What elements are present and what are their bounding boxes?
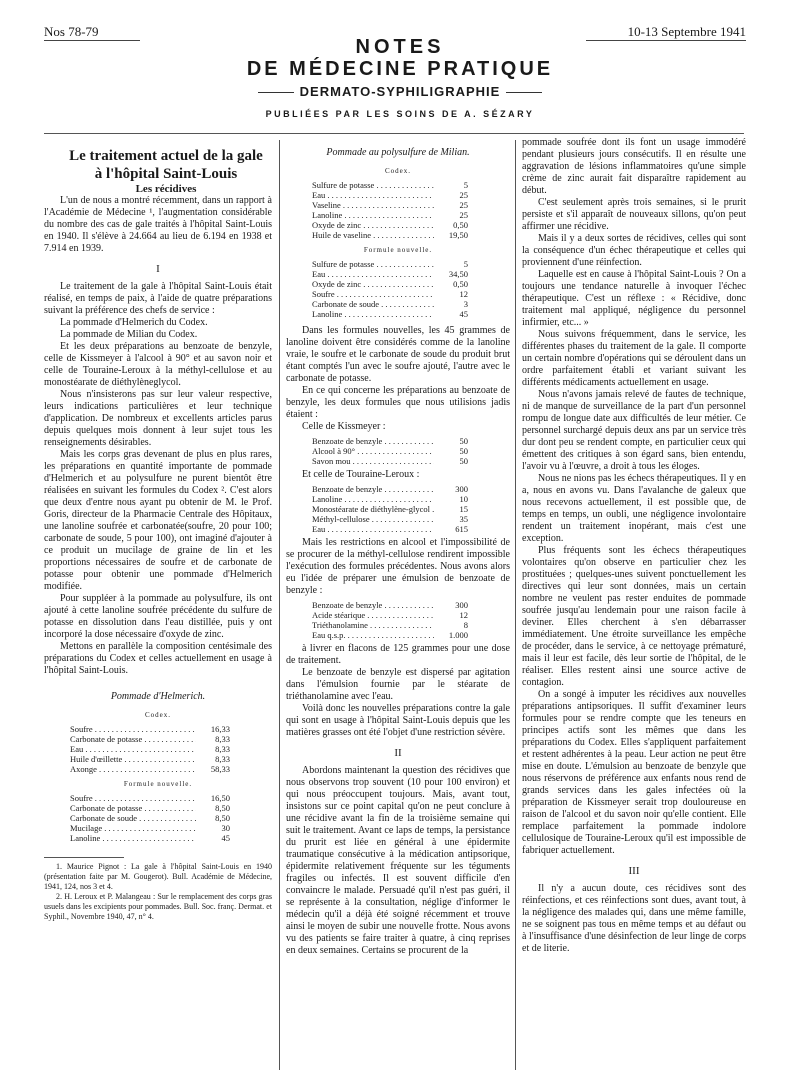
ingredient-value: 8,33 <box>215 754 230 764</box>
formula-row <box>286 514 510 524</box>
footnote-2: 2. H. Leroux et P. Malangeau : Sur le remplacement des corps gras usuels dans les excipients pour pommades. Bull. Soc. franç. Dermat. et Syphil., Novembre 1940, 47, n° 4. <box>44 892 272 921</box>
formula-row <box>286 610 510 620</box>
ingredient-name: Lanoline . . . <box>312 210 434 220</box>
ingredient-name: Carbonate de soude . . . <box>312 299 434 309</box>
formula-row <box>286 190 510 200</box>
article-title-line1: Le traitement actuel de la gale <box>69 148 263 164</box>
formula-row <box>286 269 510 279</box>
formula-row <box>44 823 272 833</box>
milian-new-head: Formule nouvelle. <box>363 246 433 254</box>
kissmeyer-table <box>286 436 510 466</box>
paragraph: La pommade d'Helmerich du Codex. <box>60 317 208 328</box>
ingredient-name: Lanoline . . . <box>70 833 196 843</box>
paragraph: pommade soufrée dont ils font un usage immodéré pendant plusieurs jours consécutifs. Il en résulte une aggravation de lésions inflammatoires qu'une simple crème de zinc aurait fait disparaître rapidement au début. <box>522 137 746 196</box>
ingredient-name: Benzoate de benzyle . . . <box>312 484 434 494</box>
footnote-rule <box>44 857 124 858</box>
formula-row <box>286 299 510 309</box>
paragraph: Laquelle est en cause à l'hôpital Saint-Louis ? On a toujours une tendance naturelle à invoquer l'échec thérapeutique. C'est un réflexe : « Récidive, donc traitement mal appliqué, négligence du personnel infirmier, etc... » <box>522 269 746 328</box>
masthead-section-text: DERMATO-SYPHILIGRAPHIE <box>299 84 501 99</box>
formula-row <box>286 494 510 504</box>
ingredient-value: 50 <box>459 446 468 456</box>
formula-row <box>286 220 510 230</box>
ingredient-name: Soufre . . . <box>70 724 196 734</box>
ingredient-name: Benzoate de benzyle . . . <box>312 436 434 446</box>
ingredient-value: 300 <box>455 484 468 494</box>
ingredient-value: 1.000 <box>448 630 468 640</box>
paragraph: Mais les corps gras devenant de plus en plus rares, les préparations en quantité importante de pommade d'Helmerich et au polysulfure ne purent bientôt être réalisées en suivant les formules du Codex ². C'est alors que deux d'entre nous ayant pu obtenir de M. le Prof. Goris, directeur de la Pharmacie Centrale des Hôpitaux, une lanoline soufrée et carbonatée(soufre, 20 pour 100; carbonate de soude, 5 pour 100), ont imaginé d'ajouter à ce produit un mucilage de graine de lin et les proportions nécessaires de soufre et de carbonate de potasse pour obtenir une pommade d'Helmerich modifiée. <box>44 449 272 592</box>
formula-row <box>44 734 272 744</box>
formula-row <box>44 793 272 803</box>
formula-row <box>286 446 510 456</box>
ingredient-name: Benzoate de benzyle . . . <box>312 600 434 610</box>
milian-title: Pommade au polysulfure de Milian. <box>326 147 470 158</box>
paragraph: Celle de Kissmeyer : <box>302 421 386 432</box>
section-heading-1: I <box>156 263 160 275</box>
masthead-title: NOTES <box>355 36 445 58</box>
paragraph: Le traitement de la gale à l'hôpital Saint-Louis était réalisé, en temps de paix, à l'aide de quatre préparations suivant la préférence des chefs de service : <box>44 281 272 316</box>
paragraph: Abordons maintenant la question des récidives que nous observons trop souvent (10 pour 100 environ) et qui nous préoccupent toujours. Mais, avant tout, insistons sur ce point capital qu'on ne peut conclure à une récidive avant la fin de la troisième semaine qui suit le traitement. Avant ce laps de temps, la persistance du prurit est liée en général à une épidermite traumatique consécutive à la médication antipsorique, épidermite relativement fréquente sur les téguments fragiles ou infectés. Il est souvent difficile d'en convaincre le malade. Persuadé qu'il n'est pas guéri, il se représente à la consultation, néglige d'informer le médecin qu'il a déjà été soigné récemment et trouve ainsi le moyen de subir une nouvelle frotte. Nous avons vu des patients se faire traiter à quatre, à cinq reprises en deux semaines. Certains se procurent de la <box>286 765 510 956</box>
formula-row <box>286 436 510 446</box>
issue-date: 10-13 Septembre 1941 <box>627 24 746 39</box>
paragraph: à livrer en flacons de 125 grammes pour une dose de traitement. <box>286 643 510 666</box>
ingredient-name: Oxyde de zinc . . . <box>312 279 434 289</box>
ingredient-value: 58,33 <box>210 764 230 774</box>
formula-row <box>286 180 510 190</box>
ingredient-name: Huile de vaseline . . . <box>312 230 434 240</box>
ingredient-name: Sulfure de potasse . . . <box>312 180 434 190</box>
formula-row <box>286 456 510 466</box>
paragraph: Mais les restrictions en alcool et l'impossibilité de se procurer de la méthyl-cellulose rendirent impossible l'exécution des formules précédentes. Nous avons alors eu l'idée de préparer une émulsion de benzoate de benzyle : <box>286 537 510 596</box>
ingredient-value: 3 <box>463 299 468 309</box>
ingredient-value: 0,50 <box>453 279 468 289</box>
issue-number: Nos 78-79 <box>44 24 99 39</box>
footnote-1: 1. Maurice Pignot : La gale à l'hôpital Saint-Louis en 1940 (présentation faite par M. Gougerot). Bull. Académie de Médecine, 1941, 124, nos 3 et 4. <box>44 862 272 891</box>
paragraph: Pour suppléer à la pommade au polysulfure, ils ont ajouté à cette lanoline soufrée précédente du sulfure de potasse en dissolution dans l'eau distillée, puis y ont incorporé la dose nécessaire d'oxyde de zinc. <box>44 593 272 640</box>
ingredient-name: Savon mou . . . <box>312 456 434 466</box>
ingredient-name: Lanoline . . . <box>312 309 434 319</box>
section-heading-3: III <box>628 865 640 877</box>
ingredient-name: Triéthanolamine . . . <box>312 620 434 630</box>
ingredient-value: 45 <box>221 833 230 843</box>
paragraph: L'un de nous a montré récemment, dans un rapport à l'Académie de Médecine ¹, l'augmentation considérable du nombre des cas de gale traités à l'hôpital Saint-Louis en 1940. Il s'élève à 24.664 au lieu de 6.194 en 1938 et 7.914 en 1939. <box>44 195 272 254</box>
ingredient-value: 35 <box>459 514 468 524</box>
ingredient-value: 8,33 <box>215 744 230 754</box>
paragraph: En ce qui concerne les préparations au benzoate de benzyle, les deux formules que nous utilisions jadis étaient : <box>286 385 510 420</box>
formula-row <box>286 600 510 610</box>
article-title-line2: à l'hôpital Saint-Louis <box>94 166 238 182</box>
formula-row <box>286 289 510 299</box>
formula-row <box>44 803 272 813</box>
ingredient-name: Carbonate de potasse . . . <box>70 803 196 813</box>
paragraph: Dans les formules nouvelles, les 45 grammes de lanoline doivent être considérés comme de la lanoline vraie, le soufre et le carbonate de soude du produit brut étant comptés l'un avec le soufre ajouté, l'autre avec le carbonate de potasse. <box>286 325 510 384</box>
formula-row <box>286 484 510 494</box>
formula-row <box>44 833 272 843</box>
helmerich-new-head: Formule nouvelle. <box>123 780 193 788</box>
paragraph: Il n'y a aucun doute, ces récidives sont des réinfections, et ces réinfections sont dues, avant tout, à la négligence des malades qui, dans une même famille, ne se soignent pas tous en même temps et au défaut ou à l'insuffisance d'une désinfection de leur linge de corps et de literie. <box>522 883 746 954</box>
ingredient-value: 12 <box>459 289 468 299</box>
footnotes <box>44 862 272 922</box>
helmerich-new-table <box>44 793 272 843</box>
section-heading-2: II <box>394 747 402 759</box>
ingredient-name: Eau . . . <box>312 524 434 534</box>
ingredient-name: Carbonate de soude . . . <box>70 813 196 823</box>
ingredient-name: Carbonate de potasse . . . <box>70 734 196 744</box>
ingredient-value: 15 <box>459 504 468 514</box>
paragraph: Mais il y a deux sortes de récidives, celles qui sont la conséquence d'un échec thérapeutique et celles qui proviennent d'une réinfection. <box>522 233 746 268</box>
formula-row <box>286 630 510 640</box>
formula-row <box>286 200 510 210</box>
milian-new-table <box>286 259 510 319</box>
ingredient-value: 0,50 <box>453 220 468 230</box>
ingredient-name: Monostéarate de diéthylène-glycol . . . <box>312 504 434 514</box>
paragraph: Voilà donc les nouvelles préparations contre la gale qui sont en usage à l'hôpital Saint-Louis depuis que les matières grasses ont été l'objet d'une restriction sévère. <box>286 703 510 738</box>
ingredient-value: 25 <box>459 190 468 200</box>
paragraph: Mettons en parallèle la composition centésimale des préparations du Codex et celles actuellement en usage à l'hôpital Saint-Louis. <box>44 641 272 676</box>
ingredient-name: Méthyl-cellulose . . . <box>312 514 434 524</box>
helmerich-codex-table <box>44 724 272 774</box>
article-subtitle: Les récidives <box>135 183 197 195</box>
ingredient-value: 5 <box>463 180 468 190</box>
formula-row <box>286 504 510 514</box>
formula-row <box>44 754 272 764</box>
ingredient-value: 30 <box>221 823 230 833</box>
paragraph: Nous suivons fréquemment, dans le service, les différentes phases du traitement de la gale. Il comporte un certain nombre d'opérations qui se déroulent dans un ordre parfaitement établi et variant suivant les différents médicaments actuellement en usage. <box>522 329 746 388</box>
column-3 <box>522 137 746 955</box>
header-divider <box>44 133 744 134</box>
masthead-editor: PUBLIÉES PAR LES SOINS DE A. SÉZARY <box>265 109 535 119</box>
formula-row <box>286 230 510 240</box>
ingredient-name: Eau . . . <box>312 190 434 200</box>
column-rule-2 <box>515 140 516 1070</box>
ingredient-name: Eau q.s.p. . . . <box>312 630 434 640</box>
ingredient-value: 10 <box>459 494 468 504</box>
ingredient-value: 8,50 <box>215 813 230 823</box>
helmerich-title: Pommade d'Helmerich. <box>110 691 206 702</box>
helmerich-codex-head: Codex. <box>144 711 172 719</box>
ingredient-value: 8,33 <box>215 734 230 744</box>
ingredient-value: 19,50 <box>448 230 468 240</box>
paragraph: Le benzoate de benzyle est dispersé par agitation dans l'émulsion fournie par le stéarate de triéthanolamine avec l'eau. <box>286 667 510 702</box>
paragraph: Nous ne nions pas les échecs thérapeutiques. Il y en a, nous en avons vu. Dans l'avalanche de galeux que nous recevons actuellement, il est possible que, de temps en temps, un oubli, une négligence involontaire rendent un traitement inopérant, mais c'est une exception. <box>522 473 746 544</box>
ingredient-name: Sulfure de potasse . . . <box>312 259 434 269</box>
ingredient-name: Oxyde de zinc . . . <box>312 220 434 230</box>
ingredient-value: 615 <box>455 524 468 534</box>
formula-row <box>286 524 510 534</box>
paragraph: La pommade de Milian du Codex. <box>60 329 198 340</box>
ingredient-value: 8,50 <box>215 803 230 813</box>
ingredient-value: 16,50 <box>210 793 230 803</box>
milian-codex-head: Codex. <box>384 167 412 175</box>
ingredient-value: 25 <box>459 210 468 220</box>
formula-row <box>44 764 272 774</box>
formula-row <box>286 620 510 630</box>
ingredient-name: Lanoline . . . <box>312 494 434 504</box>
ingredient-name: Huile d'œillette . . . <box>70 754 196 764</box>
ingredient-name: Soufre . . . <box>312 289 434 299</box>
paragraph: Plus fréquents sont les échecs thérapeutiques volontaires qu'on observe en particulier chez les prostituées ; quelques-unes suivent ponctuellement les directives qui leur sont données, mais un certain nombre ne veulent pas rester enduites de pommade soufrée jusqu'au lendemain pour une raison facile à deviner. Elles cherchent à s'en débarrasser immédiatement. Une étroite surveillance les empêche de procéder, dans le service, à ce nettoyage prématuré, mais il leur est facile, dès leur sortie de l'hôpital, de le réaliser. Elles restent ainsi une source active de contagion. <box>522 545 746 688</box>
masthead-subtitle: DE MÉDECINE PRATIQUE <box>246 58 554 80</box>
ingredient-value: 16,33 <box>210 724 230 734</box>
ingredient-name: Eau . . . <box>70 744 196 754</box>
ingredient-value: 5 <box>463 259 468 269</box>
formula-row <box>286 259 510 269</box>
ingredient-value: 34,50 <box>448 269 468 279</box>
masthead-section <box>0 84 800 99</box>
ingredient-value: 50 <box>459 436 468 446</box>
ingredient-name: Vaseline . . . <box>312 200 434 210</box>
emulsion-table <box>286 600 510 640</box>
ingredient-name: Mucilage . . . <box>70 823 196 833</box>
formula-row <box>286 279 510 289</box>
ingredient-name: Eau . . . <box>312 269 434 279</box>
column-2 <box>286 147 510 957</box>
touraine-table <box>286 484 510 534</box>
ingredient-name: Alcool à 90° . . . <box>312 446 434 456</box>
paragraph: Nous n'avons jamais relevé de fautes de technique, ni de manque de surveillance de la part d'un personnel rompu de longue date aux difficultés de leur métier. Ce personnel surchargé depuis deux ans par un service très dur dont peu se rendent compte, en particulier ceux qui émettent des critiques à son égard sans, bien entendu, l'avoir vu à l'œuvre, a droit à tous les éloges. <box>522 389 746 472</box>
formula-row <box>286 210 510 220</box>
ingredient-name: Acide stéarique . . . <box>312 610 434 620</box>
ingredient-value: 25 <box>459 200 468 210</box>
paragraph: C'est seulement après trois semaines, si le prurit persiste et s'il apparaît de nouveaux sillons, qu'on peut affirmer une récidive. <box>522 197 746 232</box>
ingredient-value: 12 <box>459 610 468 620</box>
paragraph: Et celle de Touraine-Leroux : <box>302 469 420 480</box>
ingredient-name: Axonge . . . <box>70 764 196 774</box>
formula-row <box>44 813 272 823</box>
column-1 <box>44 147 272 922</box>
formula-row <box>44 744 272 754</box>
paragraph: On a songé à imputer les récidives aux nouvelles préparations antipsoriques. Il suffit d'examiner leurs formules pour se rendre compte que les teneurs en principes actifs sont les mêmes que dans les préparations du Codex. Elles s'appliquent parfaitement et restent adhérentes à la peau. Leur action ne peut être mise en doute. L'émulsion au benzoate de benzyle que nous réservons de préférence aux enfants nous rend de grands services dans les gales infectées où la préparation de Kissmeyer serait trop douloureuse en raison de l'alcool et du savon noir qu'elle contient. Elle remplace parfaitement la pommade indolore cellulosique de Touraine-Leroux qu'il est impossible de fabriquer actuellement. <box>522 689 746 856</box>
milian-codex-table <box>286 180 510 240</box>
ingredient-name: Soufre . . . <box>70 793 196 803</box>
paragraph: Nous n'insisterons pas sur leur valeur respective, leurs indications particulières et leur technique d'application. De nombreux et excellents articles parus depuis quelques mois donnent à leur sujet tous les renseignements désirables. <box>44 389 272 448</box>
column-rule-1 <box>279 140 280 1070</box>
ingredient-value: 8 <box>463 620 468 630</box>
formula-row <box>44 724 272 734</box>
paragraph: Et les deux préparations au benzoate de benzyle, celle de Kissmeyer à l'alcool à 90° et au savon noir et celle de Touraine-Leroux à la méthyl-cellulose et au monostéarate de diéthylèneglycol. <box>44 341 272 388</box>
ingredient-value: 300 <box>455 600 468 610</box>
ingredient-value: 45 <box>459 309 468 319</box>
ingredient-value: 50 <box>459 456 468 466</box>
formula-row <box>286 309 510 319</box>
